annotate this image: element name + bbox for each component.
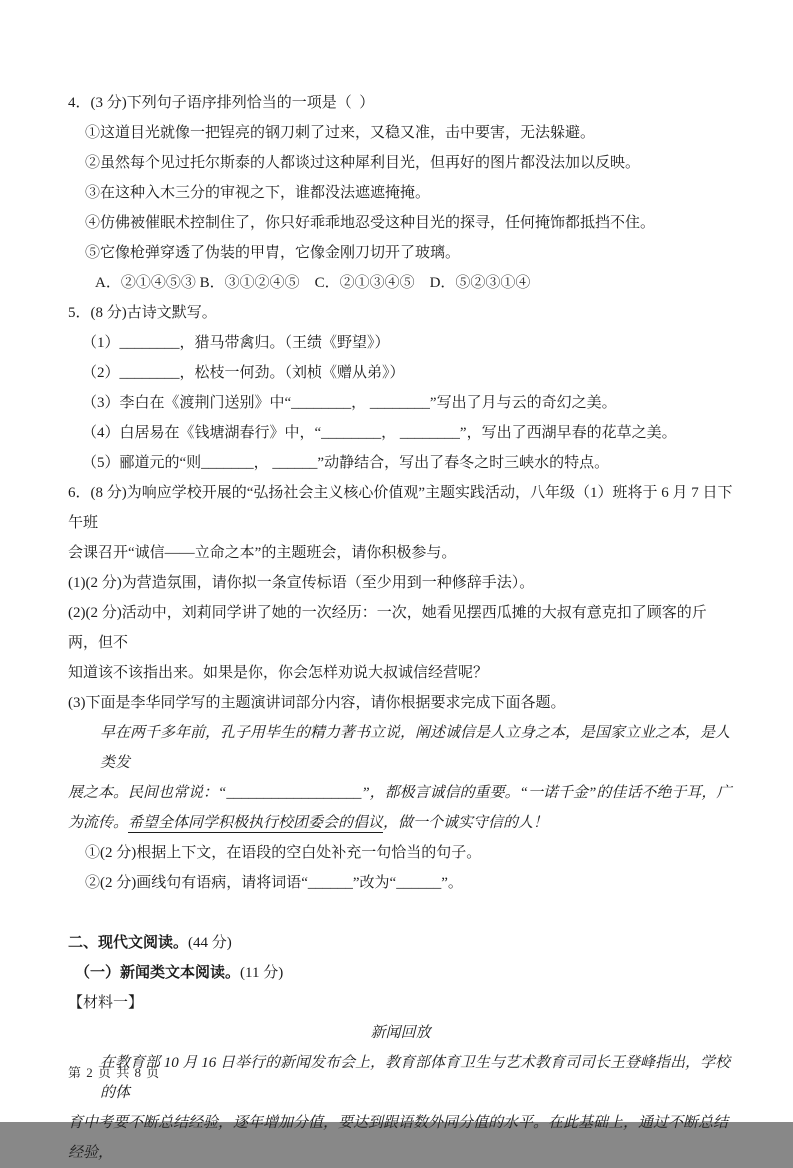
section-2-1-heading-text: （一）新闻类文本阅读。: [75, 965, 241, 981]
section-2-heading: [68, 928, 733, 958]
q6-part2-line2: 知道该不该指出来。如果是你，你会怎样劝说大叔诚信经营呢？: [68, 665, 489, 681]
q4-sentence-5: ⑤它像枪弹穿透了伪装的甲胄，它像金刚刀切开了玻璃。: [85, 245, 461, 261]
q6-sub-question-1: ①(2 分)根据上下文，在语段的空白处补充一句恰当的句子。: [85, 845, 482, 861]
section-2-heading-text: 二、现代文阅读。: [68, 935, 189, 951]
speech-line1: 早在两千多年前，孔子用毕生的精力著书立说，阐述诚信是人立身之本，是国家立业之本，是人类发: [100, 725, 731, 771]
question-6-intro-line2: 会课召开“诚信——立命之本”的主题班会，请你积极参与。: [68, 545, 457, 561]
q6-sub-question-2: ②(2 分)画线句有语病，请将词语“______”改为“______”。: [85, 875, 463, 891]
question-4-title: 4．(3 分)下列句子语序排列恰当的一项是（ ）: [68, 95, 375, 111]
section-2-heading-score: (44 分): [188, 935, 232, 951]
q6-part3: (3)下面是李华同学写的主题演讲词部分内容，请你根据要求完成下面各题。: [68, 695, 566, 711]
section-2-1-heading-score: (11 分): [240, 965, 284, 981]
page-number: 第 2 页 共 8 页: [68, 1065, 161, 1080]
q4-sentence-2: ②虽然每个见过托尔斯泰的人都谈过这种犀利目光，但再好的图片都没法加以反映。: [85, 155, 641, 171]
q5-blank-2: （2）________，松枝一何劲。（刘桢《赠从弟》）: [82, 365, 405, 381]
underlined-clause: 希望全体同学积极执行校团委会的倡议: [128, 815, 384, 831]
question-6-intro-line1: 6．(8 分)为响应学校开展的“弘扬社会主义核心价值观”主题实践活动，八年级（1）班将于 6 月 7 日下午班: [68, 485, 733, 531]
speech-line3: [68, 808, 733, 838]
q4-answer-options: A．②①④⑤③ B．③①②④⑤ C．②①③④⑤ D．⑤②③①④: [95, 275, 531, 291]
q5-blank-3: （3）李白在《渡荆门送别》中“________， ________”写出了月与云的奇幻之美。: [82, 395, 617, 411]
material-1-label: 【材料一】: [68, 995, 144, 1011]
speech-line3-post: ，做一个诚实守信的人！: [383, 815, 549, 831]
blank-line: [68, 898, 733, 928]
news-paragraph-line2: 育中考要不断总结经验，逐年增加分值，要达到跟语数外同分值的水平。在此基础上，通过不断总结经验，: [68, 1115, 729, 1161]
question-5-title: 5．(8 分)古诗文默写。: [68, 305, 217, 321]
speech-line3-pre: 为流传。: [68, 815, 129, 831]
q5-blank-4: （4）白居易在《钱塘湖春行》中，“________， ________”，写出了西湖早春的花草之美。: [82, 425, 677, 441]
section-2-1-heading: [68, 958, 733, 988]
news-replay-title: 新闻回放: [370, 1025, 431, 1041]
q6-part1: (1)(2 分)为营造氛围，请你拟一条宣传标语（至少用到一种修辞手法）。: [68, 575, 535, 591]
q4-sentence-1: ①这道目光就像一把锃亮的钢刀刺了过来，又稳又准，击中要害，无法躲避。: [85, 125, 596, 141]
q5-blank-1: （1）________，猎马带禽归。（王绩《野望》）: [82, 335, 390, 351]
q6-part2-line1: (2)(2 分)活动中，刘莉同学讲了她的一次经历：一次，她看见摆西瓜摊的大叔有意克扣了顾客的斤两，但不: [68, 605, 707, 651]
q4-sentence-3: ③在这种入木三分的审视之下，谁都没法遮遮掩掩。: [85, 185, 431, 201]
speech-line2: 展之本。民间也常说：“__________________”，都极言诚信的重要。“一诺千金”的佳话不绝于耳，广: [68, 785, 732, 801]
q5-blank-5: （5）郦道元的“则_______， ______”动静结合，写出了春冬之时三峡水的特点。: [82, 455, 610, 471]
q4-sentence-4: ④仿佛被催眠术控制住了，你只好乖乖地忍受这种目光的探寻，任何掩饰都抵挡不住。: [85, 215, 656, 231]
news-paragraph-line1: 在教育部 10 月 16 日举行的新闻发布会上，教育部体育卫生与艺术教育司司长王登峰指出，学校的体: [100, 1055, 731, 1101]
